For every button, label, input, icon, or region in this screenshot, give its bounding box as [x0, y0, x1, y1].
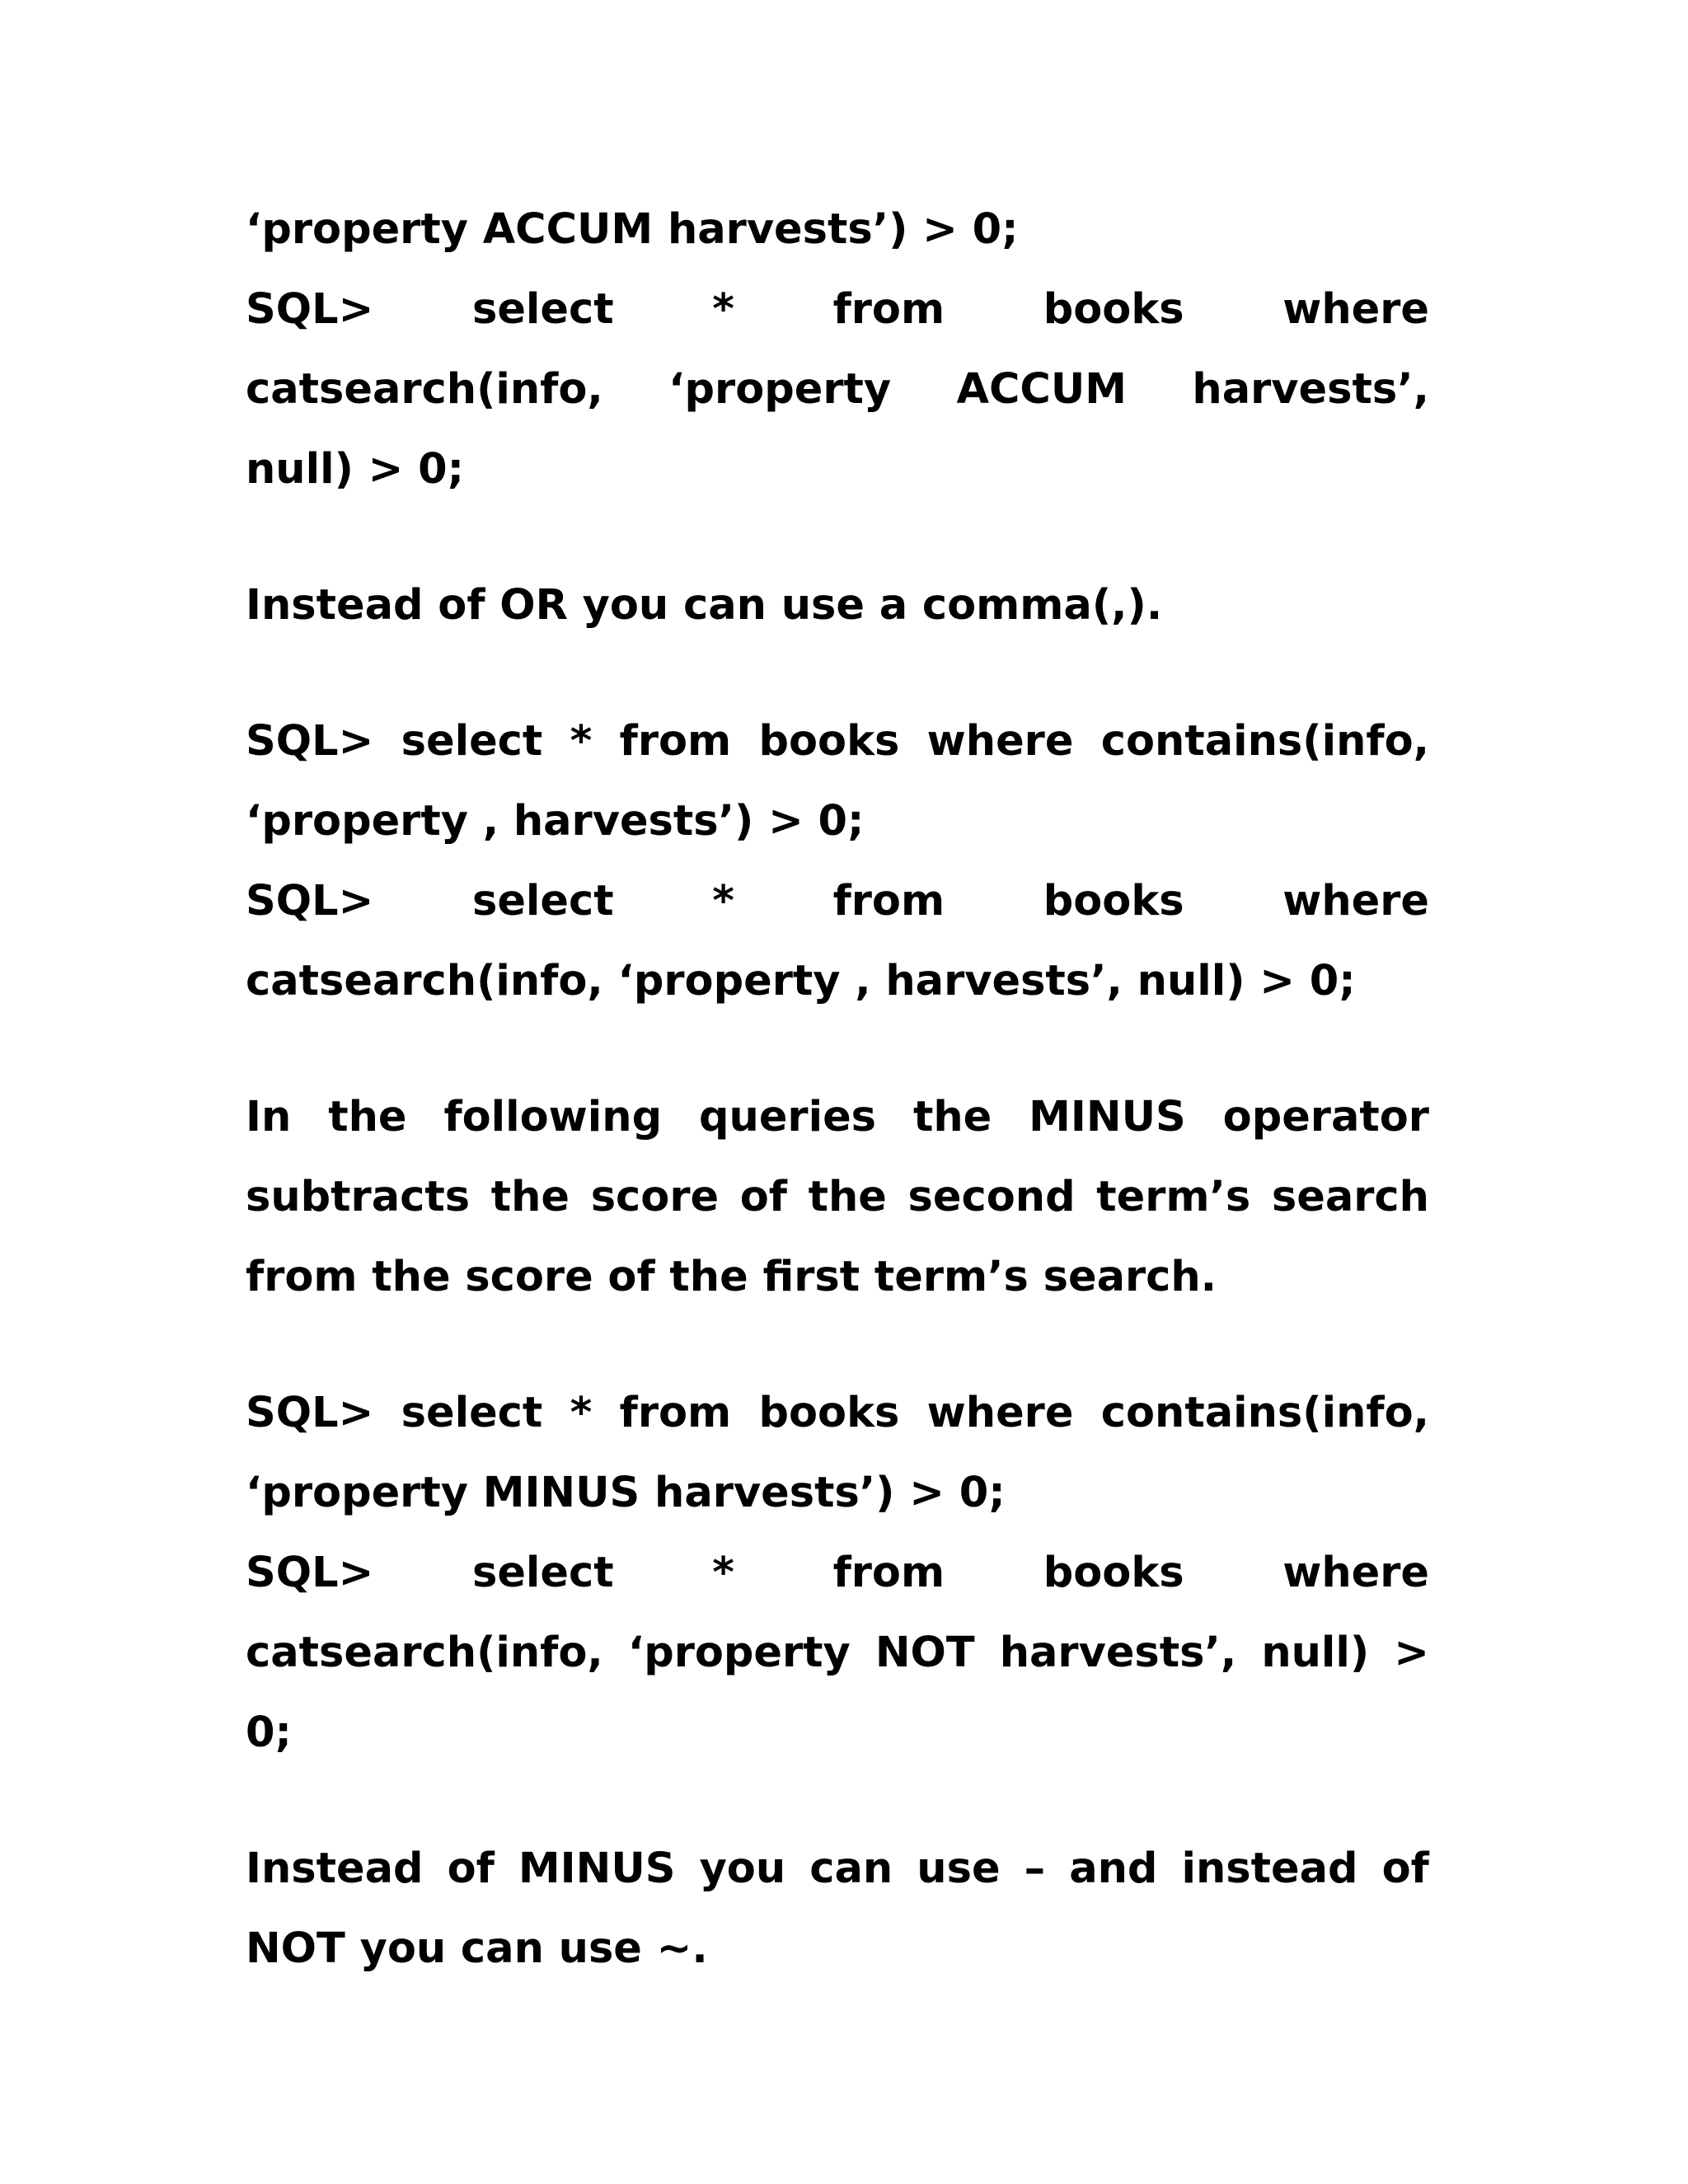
justified-line [246, 1533, 1429, 1613]
text-line: catsearch(info, ‘property , harvests’, null) > 0; [246, 957, 1356, 1005]
line-word: and [1069, 1844, 1158, 1893]
line-word: NOT [874, 1629, 975, 1677]
paragraph-spacer [246, 1021, 1429, 1077]
line-word: where [1282, 877, 1429, 926]
line-word: * [712, 1549, 734, 1597]
line-word: SQL> [246, 877, 374, 926]
line-word: from [832, 285, 945, 334]
justified-line [246, 701, 1429, 781]
paragraph-spacer [246, 1317, 1429, 1373]
text-line: ‘property ACCUM harvests’) > 0; [246, 205, 1019, 254]
text-line: ‘property , harvests’) > 0; [246, 797, 865, 846]
line-word: from [832, 877, 945, 926]
line-word: use [917, 1844, 1001, 1893]
line-word: ‘property [627, 1629, 851, 1677]
line-word: where [1282, 285, 1429, 334]
justified-line [246, 861, 1429, 941]
line-word: from [619, 1389, 732, 1437]
sql-code-block-code2 [246, 701, 1429, 1021]
text-paragraph-text3 [246, 1829, 1429, 1989]
line-word: MINUS [518, 1844, 676, 1893]
line-word: of [447, 1844, 495, 1893]
line-word: subtracts [246, 1173, 471, 1221]
line-word: the [490, 1173, 570, 1221]
justified-line [246, 1077, 1429, 1157]
justified-line [246, 1157, 1429, 1237]
line-word: following [443, 1093, 663, 1141]
line-word: harvests’, [1192, 365, 1429, 414]
justified-line [246, 1613, 1429, 1693]
text-line: from the score of the first term’s search. [246, 1253, 1217, 1301]
line-word: of [1381, 1844, 1429, 1893]
line-word: where [926, 717, 1074, 766]
line-word: score [590, 1173, 720, 1221]
line-word: select [471, 285, 614, 334]
text-paragraph-text1 [246, 565, 1429, 645]
line-word: instead [1181, 1844, 1358, 1893]
line-word: In [246, 1093, 292, 1141]
text-line: ‘property MINUS harvests’) > 0; [246, 1469, 1006, 1517]
line-word: from [619, 717, 732, 766]
line-word: can [809, 1844, 893, 1893]
line-word: books [1043, 877, 1184, 926]
paragraph-spacer [246, 1773, 1429, 1829]
line-word: of [739, 1173, 787, 1221]
paragraph-spacer [246, 509, 1429, 565]
line-word: the [328, 1093, 407, 1141]
line-word: second [907, 1173, 1076, 1221]
line-word: search [1271, 1173, 1429, 1221]
line-word: harvests’, [999, 1629, 1237, 1677]
line-word: term’s [1096, 1173, 1251, 1221]
text-line: Instead of OR you can use a comma(,). [246, 581, 1163, 630]
line-word: null) [1261, 1629, 1370, 1677]
line-word: contains(info, [1100, 1389, 1429, 1437]
line-word: * [570, 717, 593, 766]
line-word: books [758, 1389, 900, 1437]
line-word: where [1282, 1549, 1429, 1597]
sql-code-block-code1 [246, 190, 1429, 509]
line-word: * [712, 877, 734, 926]
line-word: ‘property [668, 365, 892, 414]
line-word: select [401, 717, 543, 766]
line-word: catsearch(info, [246, 365, 603, 414]
justified-line [246, 349, 1429, 429]
line-word: SQL> [246, 717, 374, 766]
line-word: books [1043, 1549, 1184, 1597]
line-word: queries [699, 1093, 877, 1141]
line-word: > [1394, 1629, 1429, 1677]
line-word: SQL> [246, 1549, 374, 1597]
line-word: SQL> [246, 285, 374, 334]
line-word: * [712, 285, 734, 334]
paragraph-spacer [246, 645, 1429, 701]
line-word: * [570, 1389, 593, 1437]
line-word: books [1043, 285, 1184, 334]
line-word: Instead [246, 1844, 424, 1893]
line-word: you [699, 1844, 786, 1893]
line-word: books [758, 717, 900, 766]
line-word: SQL> [246, 1389, 374, 1437]
justified-line [246, 1829, 1429, 1909]
line-word: ACCUM [956, 365, 1128, 414]
line-word: the [912, 1093, 992, 1141]
line-word: MINUS [1029, 1093, 1186, 1141]
line-word: the [808, 1173, 887, 1221]
text-line: NOT you can use ~. [246, 1924, 708, 1973]
line-word: select [471, 1549, 614, 1597]
justified-line [246, 269, 1429, 349]
justified-line [246, 1373, 1429, 1453]
line-word: from [832, 1549, 945, 1597]
line-word: contains(info, [1100, 717, 1429, 766]
line-word: operator [1222, 1093, 1429, 1141]
line-word: where [926, 1389, 1074, 1437]
text-line: 0; [246, 1708, 292, 1757]
line-word: – [1024, 1844, 1046, 1893]
line-word: select [401, 1389, 543, 1437]
document-body [246, 190, 1429, 1989]
text-paragraph-text2 [246, 1077, 1429, 1317]
line-word: select [471, 877, 614, 926]
line-word: catsearch(info, [246, 1629, 603, 1677]
sql-code-block-code3 [246, 1373, 1429, 1773]
text-line: null) > 0; [246, 445, 465, 494]
